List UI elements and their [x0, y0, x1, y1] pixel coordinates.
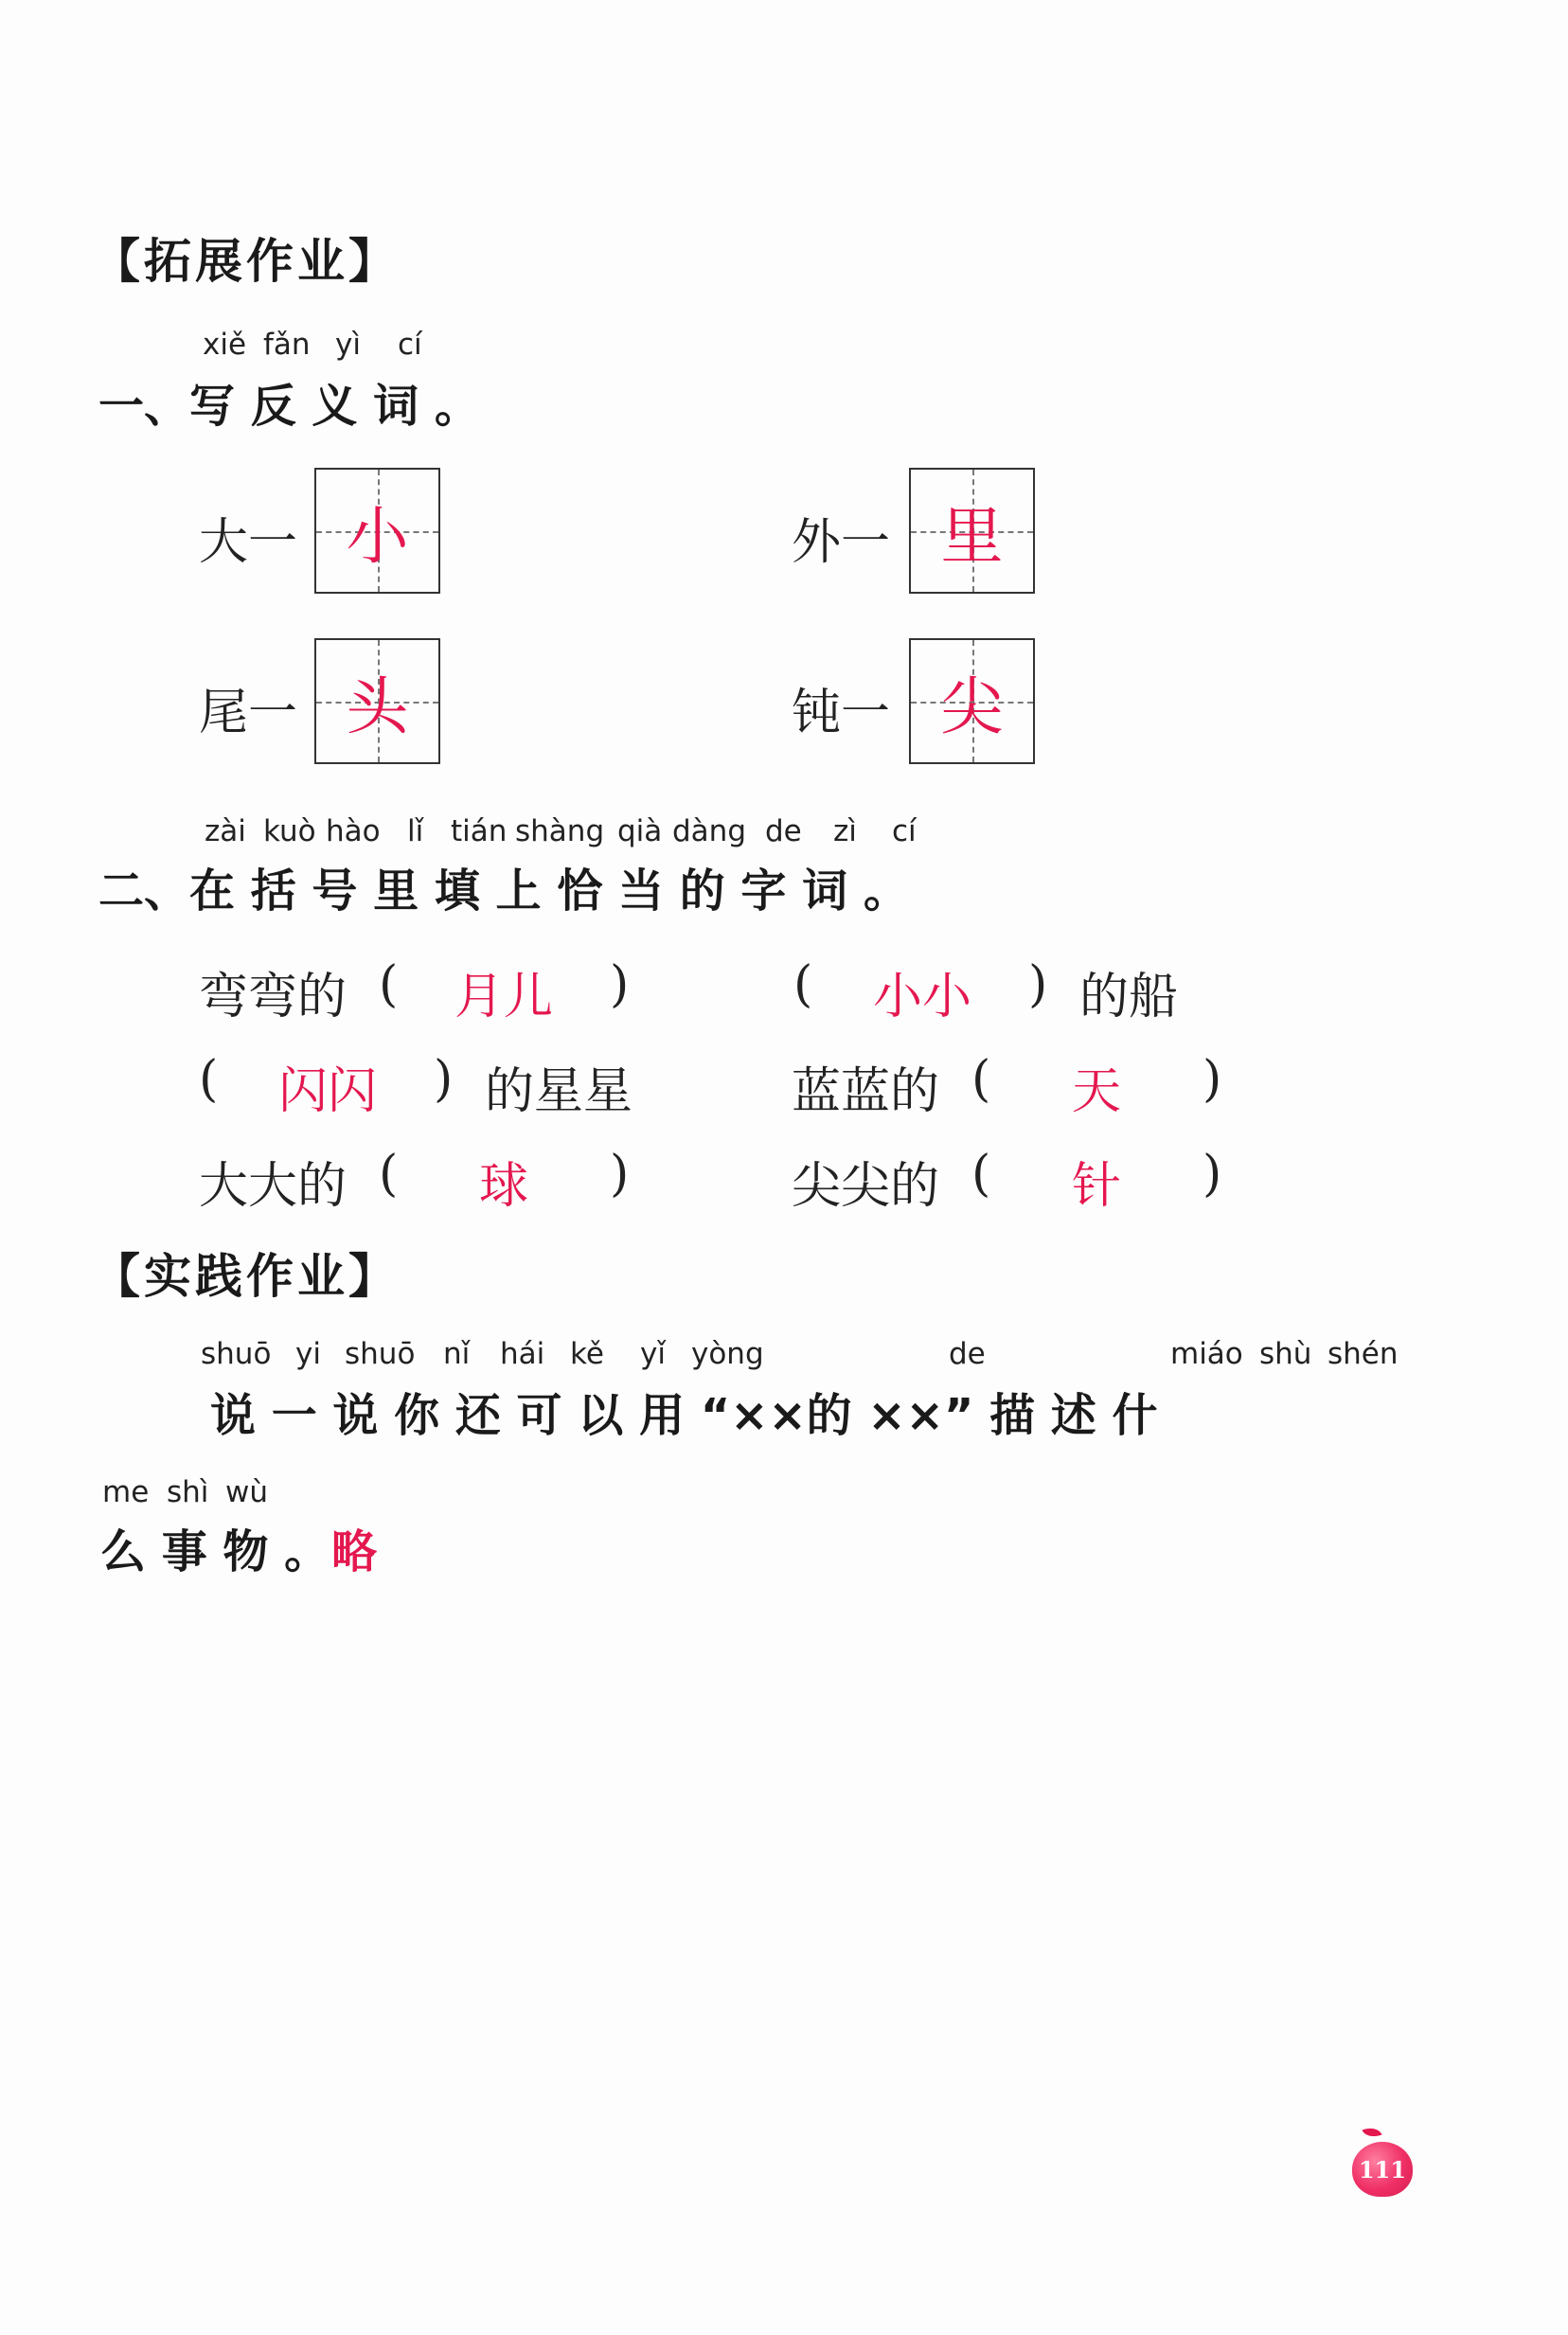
question-2-prompt: 二、在 括 号 里 填 上 恰 当 的 字 词 。 — [98, 864, 909, 918]
section-title-practice: 【实践作业】 — [93, 1249, 400, 1304]
pinyin: zài — [205, 814, 246, 848]
paren-close: ) — [610, 1146, 630, 1203]
pinyin: kuò — [263, 814, 316, 848]
pinyin: shén — [1327, 1337, 1399, 1371]
pinyin: miáo — [1170, 1337, 1243, 1371]
pinyin: yòng — [691, 1337, 764, 1371]
question-3-line-1: 说 一 说 你 还 可 以 用 “××的 ××” 描 述 什 — [210, 1389, 1158, 1442]
tianzige-box — [314, 468, 440, 594]
fill-after: 的船 — [1079, 969, 1179, 1025]
fill-answer: 月儿 — [454, 969, 554, 1025]
fill-after: 的星星 — [485, 1063, 633, 1120]
section-title-extension: 【拓展作业】 — [93, 234, 400, 289]
question-1-prompt: 一、写 反 义 词 。 — [98, 380, 480, 433]
question-3-line-2: 么 事 物 。 — [100, 1525, 330, 1578]
pinyin: cí — [892, 814, 917, 848]
pinyin: tián — [451, 814, 508, 848]
paren-close: ) — [1028, 956, 1048, 1013]
fill-before: 大大的 — [199, 1158, 347, 1215]
pinyin: nǐ — [443, 1337, 471, 1371]
antonym-answer: 头 — [346, 670, 409, 743]
pinyin: shì — [167, 1475, 209, 1509]
antonym-answer: 小 — [346, 500, 409, 573]
fill-before: 蓝蓝的 — [792, 1063, 940, 1120]
tianzige-box — [909, 638, 1035, 764]
tianzige-box — [909, 468, 1035, 594]
antonym-word: 尾一 — [199, 685, 298, 741]
paren-close: ) — [1203, 1146, 1222, 1203]
antonym-word: 外一 — [792, 514, 891, 571]
paren-open: ( — [971, 1146, 991, 1203]
fill-before: 尖尖的 — [792, 1158, 940, 1215]
pinyin: lǐ — [407, 814, 424, 848]
pinyin: fǎn — [263, 328, 311, 362]
pinyin: shù — [1259, 1337, 1312, 1371]
fill-answer: 闪闪 — [278, 1063, 378, 1120]
pinyin: wù — [225, 1475, 269, 1509]
pinyin: hào — [326, 814, 381, 848]
question-3-answer: 略 — [331, 1525, 378, 1578]
pinyin: yi — [295, 1337, 321, 1371]
pinyin: yì — [335, 328, 361, 362]
pinyin: shuō — [345, 1337, 416, 1371]
paren-open: ( — [379, 956, 399, 1013]
pinyin: kě — [570, 1337, 604, 1371]
paren-close: ) — [434, 1051, 454, 1108]
antonym-word: 大一 — [199, 514, 298, 571]
tianzige-box — [314, 638, 440, 764]
pinyin: yǐ — [640, 1337, 666, 1371]
pinyin: hái — [500, 1337, 545, 1371]
pinyin: shàng — [515, 814, 605, 848]
paren-close: ) — [610, 956, 630, 1013]
pinyin: de — [765, 814, 802, 848]
pinyin: dàng — [672, 814, 746, 848]
antonym-word: 钝一 — [792, 685, 891, 741]
pinyin: zì — [833, 814, 857, 848]
paren-close: ) — [1203, 1051, 1222, 1108]
fill-answer: 小小 — [873, 969, 972, 1025]
page-number: 111 — [1358, 2155, 1407, 2183]
antonym-answer: 里 — [940, 500, 1004, 573]
paren-open: ( — [199, 1051, 219, 1108]
pinyin: shuō — [201, 1337, 272, 1371]
pinyin: de — [949, 1337, 986, 1371]
antonym-answer: 尖 — [940, 670, 1004, 743]
pinyin: cí — [398, 328, 422, 362]
pinyin: me — [102, 1475, 150, 1509]
fill-answer: 天 — [1072, 1063, 1122, 1120]
paren-open: ( — [379, 1146, 399, 1203]
apple-icon — [1352, 2142, 1413, 2197]
paren-open: ( — [971, 1051, 991, 1108]
fill-before: 弯弯的 — [199, 969, 347, 1025]
fill-answer: 针 — [1072, 1158, 1122, 1215]
fill-answer: 球 — [479, 1158, 529, 1215]
paren-open: ( — [793, 956, 813, 1013]
pinyin: xiě — [203, 328, 247, 362]
pinyin: qià — [617, 814, 663, 848]
